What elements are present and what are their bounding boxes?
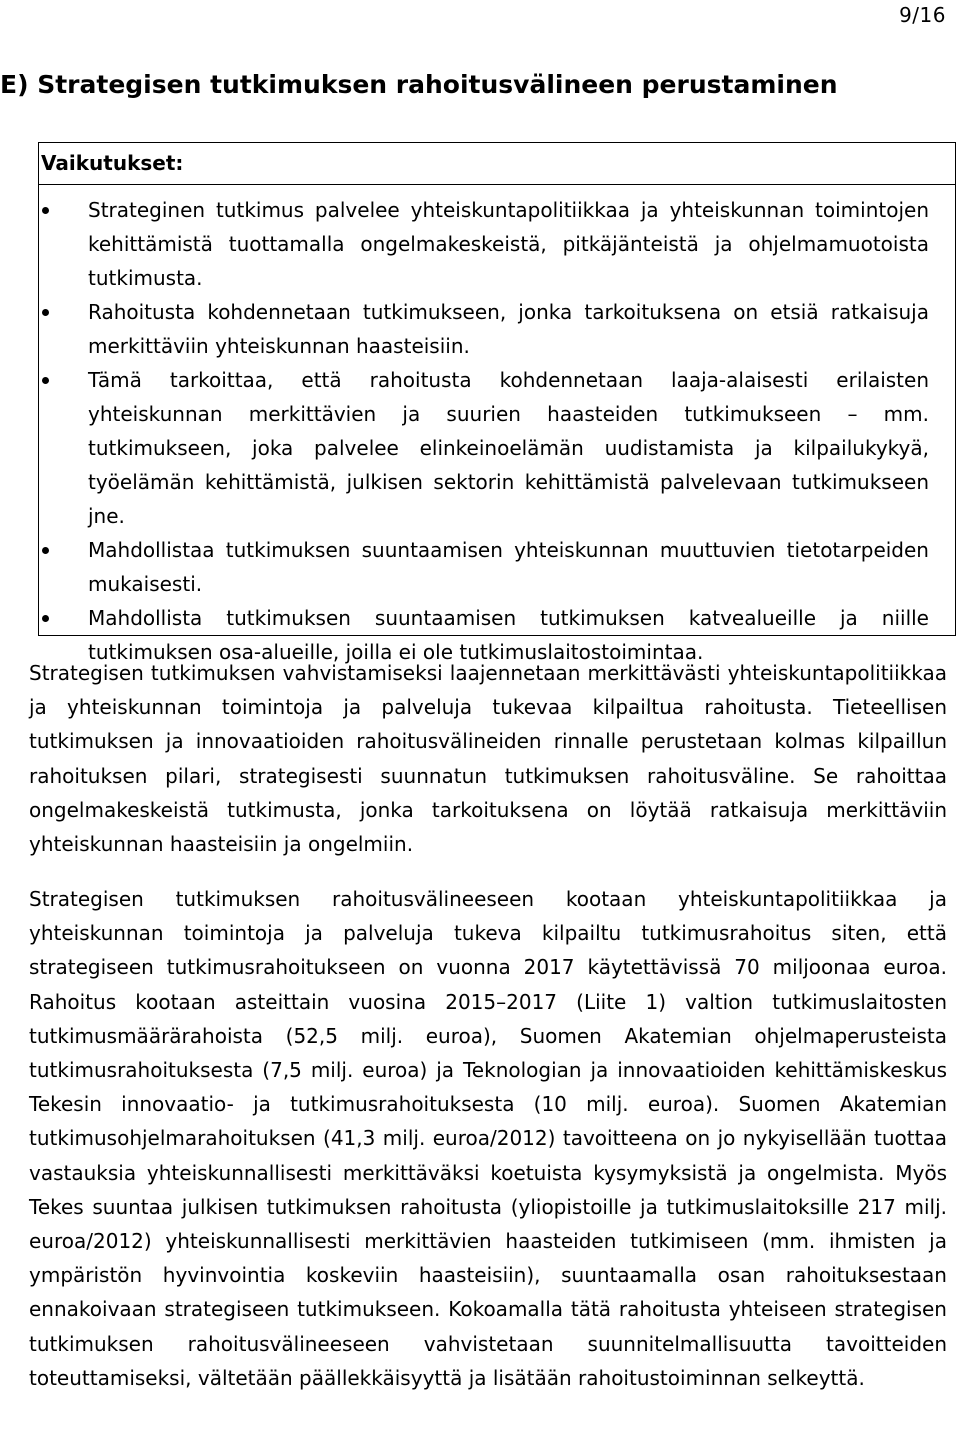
list-item	[39, 193, 955, 295]
list-item-text: Rahoitusta kohdennetaan tutkimukseen, jonka tarkoituksena on etsiä ratkaisuja merkittäviin yhteiskunnan haasteisiin.	[88, 300, 929, 358]
effects-box-title: Vaikutukset:	[41, 151, 184, 175]
list-item	[39, 295, 955, 363]
list-item	[39, 363, 955, 533]
bullet-icon	[42, 207, 49, 214]
effects-box-divider	[39, 184, 955, 185]
effects-list	[39, 193, 955, 669]
list-item-text: Strateginen tutkimus palvelee yhteiskuntapolitiikkaa ja yhteiskunnan toimintojen kehittämistä tuottamalla ongelmakeskeistä, pitkäjänteistä ja ohjelmamuotoista tutkimusta.	[88, 198, 929, 290]
list-item	[39, 533, 955, 601]
body-paragraph: Strategisen tutkimuksen rahoitusvälineeseen kootaan yhteiskuntapolitiikkaa ja yhteiskunnan toimintoja ja palveluja tukeva kilpailtu tutkimusrahoitus siten, että strategiseen tutkimusrahoitukseen on vuonna 2017 käytettävissä 70 miljoonaa euroa. Rahoitus kootaan asteittain vuosina 2015–2017 (Liite 1) valtion tutkimuslaitosten tutkimusmäärärahoista (52,5 milj. euroa), Suomen Akatemian ohjelmaperusteista tutkimusrahoituksesta (7,5 milj. euroa) ja Teknologian ja innovaatioiden kehittämiskeskus Tekesin innovaatio- ja tutkimusrahoituksesta (10 milj. euroa). Suomen Akatemian tutkimusohjelmarahoituksen (41,3 milj. euroa/2012) tavoitteena on jo nykyisellään tuottaa vastauksia yhteiskunnallisesti merkittäväksi koetuista kysymyksistä ja ongelmista. Myös Tekes suuntaa julkisen tutkimuksen rahoitusta (yliopistoille ja tutkimuslaitoksille 217 milj. euroa/2012) yhteiskunnallisesti merkittävien haasteiden tutkimiseen (mm. ihmisten ja ympäristön hyvinvointia koskeviin haasteisiin), suuntaamalla osan rahoituksestaan ennakoivaan strategiseen tutkimukseen. Kokoamalla tätä rahoitusta yhteiseen strategisen tutkimuksen rahoitusvälineeseen vahvistetaan suunnitelmallisuutta tavoitteiden toteuttamiseksi, vältetään päällekkäisyyttä ja lisätään rahoitustoiminnan selkeyttä.	[29, 887, 947, 1390]
body-paragraph: Strategisen tutkimuksen vahvistamiseksi laajennetaan merkittävästi yhteiskuntapolitiikkaa ja yhteiskunnan toimintoja ja palveluja tukevaa kilpailtua rahoitusta. Tieteellisen tutkimuksen ja innovaatioiden rahoitusvälineiden rinnalle perustetaan kolmas kilpaillun rahoituksen pilari, strategisesti suunnatun tutkimuksen rahoitusväline. Se rahoittaa ongelmakeskeistä tutkimusta, jonka tarkoituksena on löytää ratkaisuja merkittäviin yhteiskunnan haasteisiin ja ongelmiin.	[29, 661, 947, 857]
bullet-icon	[42, 377, 49, 384]
bullet-icon	[42, 309, 49, 316]
list-item-text: Mahdollistaa tutkimuksen suuntaamisen yhteiskunnan muuttuvien tietotarpeiden mukaisesti.	[88, 538, 929, 596]
list-item-text: Mahdollista tutkimuksen suuntaamisen tutkimuksen katvealueille ja niille tutkimuksen osa-alueille, joilla ei ole tutkimuslaitostoimintaa.	[88, 606, 929, 664]
section-heading: E) Strategisen tutkimuksen rahoitusvälineen perustaminen	[0, 70, 838, 99]
list-item-text: Tämä tarkoittaa, että rahoitusta kohdennetaan laaja-alaisesti erilaisten yhteiskunnan merkittävien ja suurien haasteiden tutkimukseen – mm. tutkimukseen, joka palvelee elinkeinoelämän uudistamista ja kilpailukykyä, työelämän kehittämistä, julkisen sektorin kehittämistä palvelevaan tutkimukseen jne.	[88, 368, 929, 528]
bullet-icon	[42, 547, 49, 554]
bullet-icon	[42, 615, 49, 622]
effects-box	[38, 142, 956, 664]
page-number: 9/16	[899, 3, 946, 27]
